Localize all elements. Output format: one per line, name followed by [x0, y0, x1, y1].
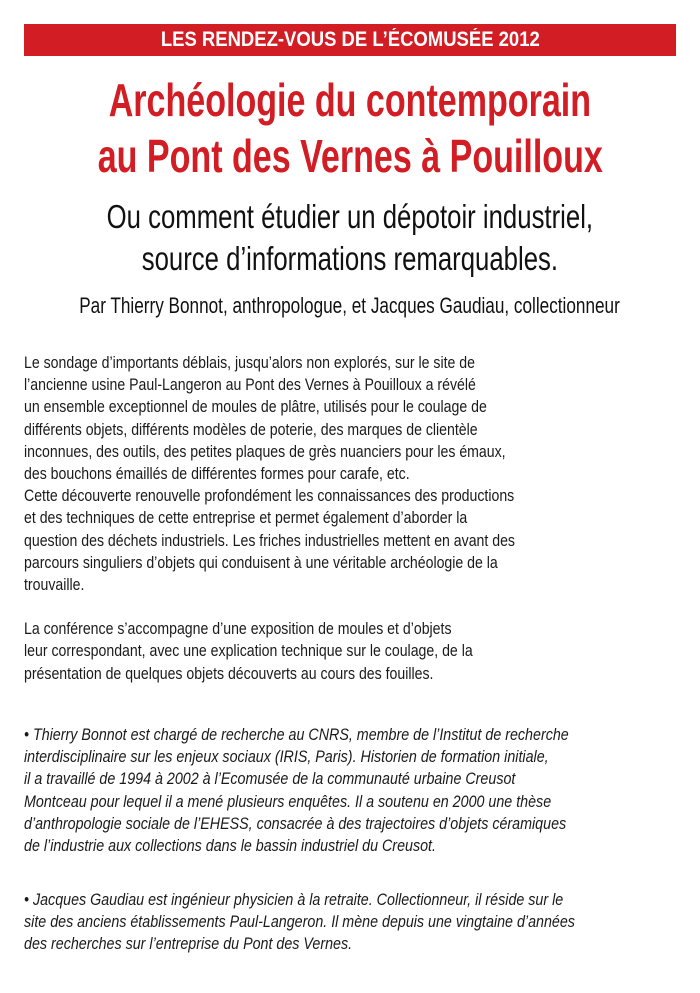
- text-line: différents objets, différents modèles de poterie, des marques de clientèle: [24, 419, 478, 439]
- byline: Par Thierry Bonnot, anthropologue, et Jacques Gaudiau, collectionneur: [79, 293, 621, 318]
- text-line: La conférence s’accompagne d’une exposition de moules et d’objets: [24, 619, 452, 639]
- text-line: Cette découverte renouvelle profondément les connaissances des productions: [24, 486, 515, 506]
- subtitle-line: Ou comment étudier un dépotoir industriel,: [106, 198, 594, 235]
- article-body: [24, 352, 684, 685]
- text-line: des recherches sur l’entreprise du Pont des Vernes.: [24, 934, 353, 954]
- text-line: d’anthropologie sociale de l’EHESS, consacrée à des trajectoires d’objets céramiques: [24, 813, 567, 833]
- text-line: site des anciens établissements Paul-Langeron. Il mène depuis une vingtaine d’années: [24, 912, 575, 932]
- text-line: un ensemble exceptionnel de moules de plâtre, utilisés pour le coulage de: [24, 397, 487, 417]
- text-line: présentation de quelques objets découverts au cours des fouilles.: [24, 663, 434, 683]
- text-line: interdisciplinaire sur les enjeux sociaux (IRIS, Paris). Historien de formation initiale,: [24, 747, 549, 767]
- paragraph-conference: [24, 618, 684, 685]
- text-line: l’ancienne usine Paul-Langeron au Pont des Vernes à Pouilloux a révélé: [24, 375, 476, 395]
- paragraph-spacer: [24, 596, 684, 618]
- title-line: Archéologie du contemporain: [108, 74, 592, 126]
- page-title: [0, 72, 700, 184]
- text-line: et des techniques de cette entreprise et permet également d’aborder la: [24, 508, 468, 528]
- text-line: il a travaillé de 1994 à 2002 à l’Ecomusée de la communauté urbaine Creusot: [24, 769, 516, 789]
- title-line: au Pont des Vernes à Pouilloux: [97, 130, 603, 182]
- banner-text: LES RENDEZ-VOUS DE L’ÉCOMUSÉE 2012: [160, 28, 540, 51]
- text-line: de l’industrie aux collections dans le bassin industriel du Creusot.: [24, 836, 436, 856]
- bio-thierry-bonnot: [24, 724, 684, 857]
- text-line: leur correspondant, avec une explication technique sur le coulage, de la: [24, 641, 473, 661]
- text-line: des bouchons émaillés de différentes formes pour carafe, etc.: [24, 464, 410, 484]
- text-line: inconnues, des outils, des petites plaques de grès nuanciers pour les émaux,: [24, 441, 506, 461]
- text-line: Montceau pour lequel il a mené plusieurs enquêtes. Il a soutenu en 2000 une thèse: [24, 791, 552, 811]
- text-line: Le sondage d’importants déblais, jusqu’alors non explorés, sur le site de: [24, 353, 476, 372]
- paragraph-discovery: [24, 352, 684, 596]
- text-line: parcours singuliers d’objets qui conduisent à une véritable archéologie de la: [24, 552, 498, 572]
- subtitle: [0, 196, 700, 280]
- text-line: • Jacques Gaudiau est ingénieur physicien à la retraite. Collectionneur, il réside sur le: [24, 890, 564, 909]
- event-series-banner: [24, 24, 676, 56]
- text-line: trouvaille.: [24, 575, 85, 595]
- text-line: • Thierry Bonnot est chargé de recherche au CNRS, membre de l’Institut de recherche: [24, 725, 569, 744]
- text-line: question des déchets industriels. Les friches industrielles mettent en avant des: [24, 530, 515, 550]
- bio-jacques-gaudiau: [24, 889, 684, 956]
- subtitle-line: source d’informations remarquables.: [141, 240, 559, 277]
